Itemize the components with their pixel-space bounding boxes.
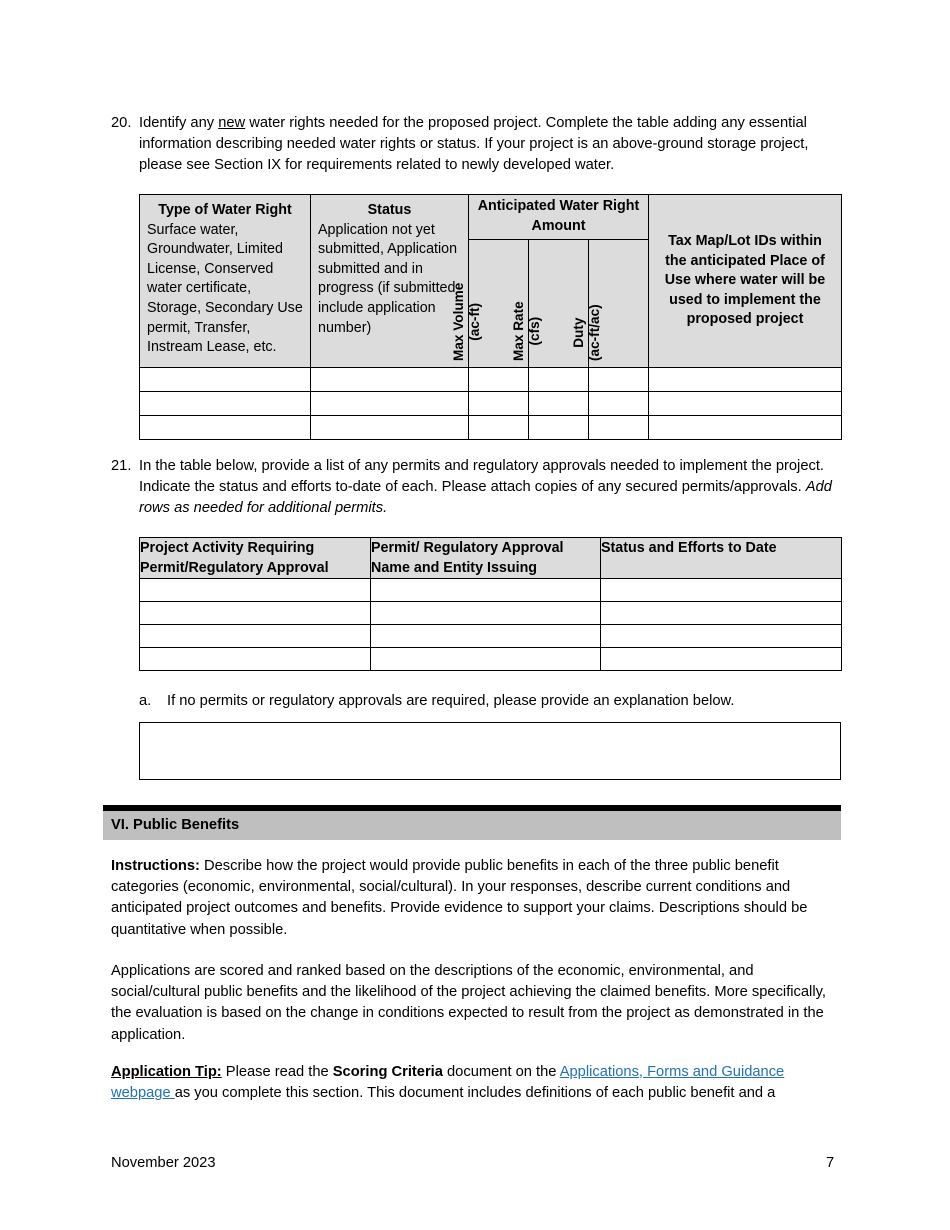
q20-underlined-word: new	[218, 115, 246, 131]
cell-tax-map[interactable]	[649, 392, 842, 416]
cell-status-efforts[interactable]	[601, 602, 842, 625]
cell-status-efforts[interactable]	[601, 579, 842, 602]
question-21	[111, 456, 836, 519]
footer-page-number: 7	[826, 1155, 835, 1171]
cell-max-rate[interactable]	[529, 416, 589, 440]
cell-project-activity[interactable]	[140, 625, 371, 648]
section-vi-header	[103, 805, 841, 840]
header-status-efforts: Status and Efforts to Date	[601, 538, 842, 579]
table-row[interactable]	[140, 625, 842, 648]
header-permit-name-entity: Permit/ Regulatory Approval Name and Entity Issuing	[371, 538, 601, 579]
cell-max-rate[interactable]	[529, 392, 589, 416]
explanation-textbox[interactable]	[139, 722, 841, 780]
cell-status[interactable]	[311, 392, 469, 416]
header-status-body: Application not yet submitted, Application submitted and in progress (if submitted include application number)	[318, 221, 458, 336]
header-type-title: Type of Water Right	[158, 202, 292, 218]
cell-max-volume[interactable]	[469, 416, 529, 440]
cell-max-volume[interactable]	[469, 368, 529, 392]
water-rights-header-row	[140, 195, 842, 240]
cell-type[interactable]	[140, 392, 311, 416]
cell-permit-name[interactable]	[371, 602, 601, 625]
permits-table	[139, 537, 842, 671]
cell-duty[interactable]	[589, 416, 649, 440]
cell-project-activity[interactable]	[140, 602, 371, 625]
cell-project-activity[interactable]	[140, 648, 371, 671]
tip-text-3: as you complete this section. This document includes definitions of each public benefit and a	[174, 1085, 776, 1102]
q21-text-part1: In the table below, provide a list of any permits and regulatory approvals needed to implement the project. Indicate the status and efforts to-date of each. Please attach copies of any secured permits/approvals.	[139, 458, 824, 495]
table-row[interactable]	[140, 368, 842, 392]
duty-line2: (ac-ft/ac)	[586, 304, 602, 361]
question-21-text	[139, 456, 836, 519]
table-row[interactable]	[140, 648, 842, 671]
scoring-paragraph	[111, 961, 843, 1046]
header-type-body: Surface water, Groundwater, Limited License, Conserved water certificate, Storage, Secondary Use permit, Transfer, Instream Lease, etc.	[147, 221, 303, 356]
duty-line1: Duty	[570, 317, 586, 348]
q21-italic-note: Add rows as needed for additional permits.	[139, 478, 832, 516]
instructions-paragraph	[111, 856, 843, 941]
water-rights-table	[139, 194, 842, 440]
cell-type[interactable]	[140, 416, 311, 440]
cell-status[interactable]	[311, 416, 469, 440]
cell-max-rate[interactable]	[529, 368, 589, 392]
max-volume-line1: Max Volume	[450, 282, 466, 361]
cell-type[interactable]	[140, 368, 311, 392]
header-anticipated-water-right-amount: Anticipated Water Right Amount	[469, 195, 649, 240]
tip-text-2: document on the	[442, 1064, 560, 1080]
question-21a	[139, 691, 839, 712]
question-20-number: 20.	[111, 115, 132, 131]
table-row[interactable]	[140, 602, 842, 625]
applications-forms-guidance-link[interactable]: Applications, Forms and Guidance webpage	[111, 1064, 785, 1102]
cell-tax-map[interactable]	[649, 416, 842, 440]
header-type-of-water-right	[140, 195, 311, 368]
table-row[interactable]	[140, 416, 842, 440]
max-rate-line2: (cfs)	[526, 316, 542, 346]
max-volume-line2: (ac-ft)	[466, 302, 482, 341]
cell-duty[interactable]	[589, 368, 649, 392]
instructions-label: Instructions:	[111, 858, 200, 874]
question-21a-letter: a.	[139, 693, 152, 709]
header-status	[311, 195, 469, 368]
section-title: VI. Public Benefits	[103, 811, 841, 840]
question-21-number: 21.	[111, 458, 132, 474]
cell-status-efforts[interactable]	[601, 625, 842, 648]
table-row[interactable]	[140, 392, 842, 416]
header-tax-map-lot-ids: Tax Map/Lot IDs within the anticipated Place of Use where water will be used to implement the proposed project	[649, 195, 842, 368]
question-20	[111, 113, 841, 176]
cell-project-activity[interactable]	[140, 579, 371, 602]
cell-max-volume[interactable]	[469, 392, 529, 416]
application-tip-paragraph	[111, 1062, 843, 1104]
footer-date: November 2023	[111, 1155, 216, 1171]
cell-status-efforts[interactable]	[601, 648, 842, 671]
cell-tax-map[interactable]	[649, 368, 842, 392]
header-duty	[570, 240, 649, 368]
cell-permit-name[interactable]	[371, 625, 601, 648]
instructions-body: Describe how the project would provide public benefits in each of the three public benefit categories (economic, environmental, social/cultural). In your responses, describe current conditions and anticipated project outcomes and benefits. Provide evidence to support your claims. Descriptions should be quantitative when possible.	[111, 858, 808, 938]
question-21a-text: If no permits or regulatory approvals are required, please provide an explanation below.	[167, 693, 735, 709]
tip-text-1: Please read the	[221, 1064, 333, 1080]
cell-permit-name[interactable]	[371, 579, 601, 602]
cell-status[interactable]	[311, 368, 469, 392]
question-20-text	[139, 113, 841, 176]
max-rate-line1: Max Rate	[510, 301, 526, 361]
cell-permit-name[interactable]	[371, 648, 601, 671]
scoring-criteria-bold: Scoring Criteria	[332, 1064, 443, 1080]
application-tip-label: Application Tip:	[111, 1064, 222, 1080]
q20-text-part1: Identify any	[139, 115, 219, 131]
cell-duty[interactable]	[589, 392, 649, 416]
header-project-activity: Project Activity Requiring Permit/Regulatory Approval	[140, 538, 371, 579]
scoring-paragraph-text: Applications are scored and ranked based on the descriptions of the economic, environmental, and social/cultural public benefits and the likelihood of the project achieving the claimed benefits. More specifically, the evaluation is based on the change in conditions expected to result from the project as demonstrated in the application.	[111, 963, 826, 1043]
table-row[interactable]	[140, 579, 842, 602]
q20-text-part2: water rights needed for the proposed project. Complete the table adding any essential information describing needed water rights or status. If your project is an above-ground storage project, please see Section IX for requirements related to newly developed water.	[139, 115, 809, 173]
header-status-title: Status	[367, 202, 412, 218]
permits-header-row	[140, 538, 842, 579]
